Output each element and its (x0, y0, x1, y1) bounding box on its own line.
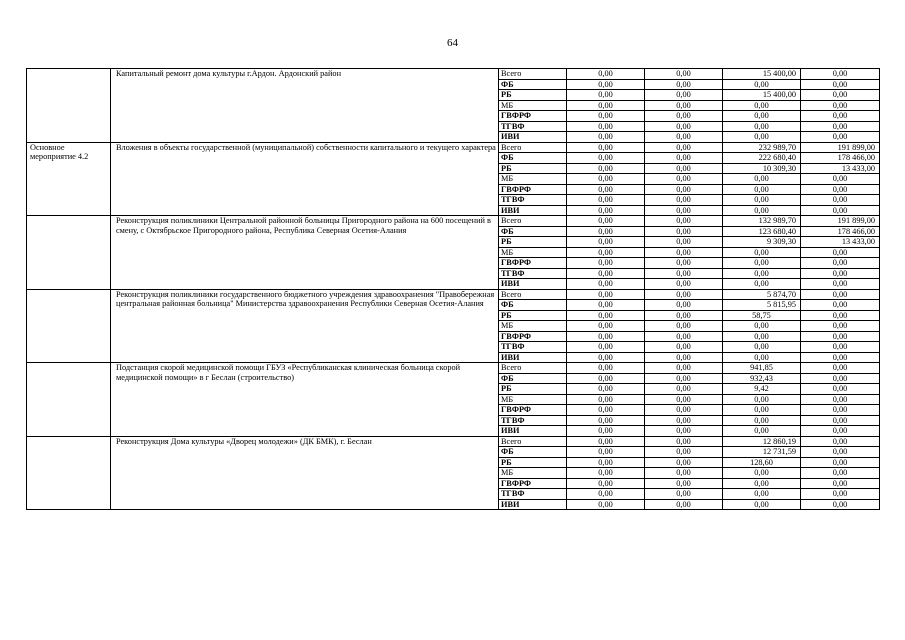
value-cell-4: 178 466,00 (801, 153, 880, 164)
value-cell-3: 15 400,00 (723, 90, 801, 101)
value-cell-1: 0,00 (567, 142, 645, 153)
value-cell-3: 0,00 (723, 195, 801, 206)
value-cell-1: 0,00 (567, 121, 645, 132)
description-cell: Реконструкция Дома культуры «Дворец молодежи» (ДК БМК), г. Беслан (111, 436, 499, 510)
value-cell-3: 0,00 (723, 174, 801, 185)
event-cell (27, 363, 111, 437)
table-row (27, 363, 880, 374)
value-cell-2: 0,00 (645, 457, 723, 468)
value-cell-4: 0,00 (801, 415, 880, 426)
value-cell-3: 0,00 (723, 342, 801, 353)
value-cell-1: 0,00 (567, 405, 645, 416)
value-cell-4: 0,00 (801, 447, 880, 458)
value-cell-4: 0,00 (801, 489, 880, 500)
value-cell-3: 0,00 (723, 205, 801, 216)
value-cell-2: 0,00 (645, 100, 723, 111)
value-cell-2: 0,00 (645, 489, 723, 500)
table-row (27, 289, 880, 300)
value-cell-3: 0,00 (723, 132, 801, 143)
value-cell-3: 0,00 (723, 111, 801, 122)
value-cell-4: 191 899,00 (801, 216, 880, 227)
value-cell-1: 0,00 (567, 342, 645, 353)
value-cell-2: 0,00 (645, 321, 723, 332)
funding-source-cell: Всего (499, 289, 567, 300)
value-cell-3: 0,00 (723, 415, 801, 426)
value-cell-3: 15 400,00 (723, 69, 801, 80)
value-cell-4: 191 899,00 (801, 142, 880, 153)
funding-source-cell: РБ (499, 90, 567, 101)
table-row (27, 69, 880, 80)
value-cell-1: 0,00 (567, 310, 645, 321)
value-cell-4: 0,00 (801, 457, 880, 468)
value-cell-2: 0,00 (645, 237, 723, 248)
value-cell-1: 0,00 (567, 79, 645, 90)
funding-source-cell: ФБ (499, 79, 567, 90)
value-cell-2: 0,00 (645, 405, 723, 416)
value-cell-1: 0,00 (567, 268, 645, 279)
value-cell-4: 0,00 (801, 289, 880, 300)
value-cell-4: 0,00 (801, 384, 880, 395)
value-cell-1: 0,00 (567, 331, 645, 342)
value-cell-3: 0,00 (723, 79, 801, 90)
value-cell-3: 0,00 (723, 468, 801, 479)
value-cell-3: 0,00 (723, 121, 801, 132)
value-cell-4: 0,00 (801, 468, 880, 479)
value-cell-2: 0,00 (645, 499, 723, 510)
value-cell-1: 0,00 (567, 279, 645, 290)
funding-source-cell: МБ (499, 100, 567, 111)
value-cell-1: 0,00 (567, 499, 645, 510)
value-cell-4: 0,00 (801, 205, 880, 216)
value-cell-4: 0,00 (801, 268, 880, 279)
value-cell-4: 0,00 (801, 100, 880, 111)
description-cell: Капитальный ремонт дома культуры г.Ардон. Ардонский район (111, 69, 499, 143)
value-cell-2: 0,00 (645, 90, 723, 101)
funding-source-cell: ИВИ (499, 352, 567, 363)
value-cell-1: 0,00 (567, 258, 645, 269)
value-cell-1: 0,00 (567, 373, 645, 384)
value-cell-4: 0,00 (801, 184, 880, 195)
value-cell-3: 0,00 (723, 321, 801, 332)
value-cell-1: 0,00 (567, 153, 645, 164)
funding-source-cell: ИВИ (499, 426, 567, 437)
value-cell-3: 12 731,59 (723, 447, 801, 458)
value-cell-1: 0,00 (567, 247, 645, 258)
value-cell-1: 0,00 (567, 100, 645, 111)
value-cell-3: 0,00 (723, 100, 801, 111)
value-cell-4: 0,00 (801, 258, 880, 269)
value-cell-4: 0,00 (801, 394, 880, 405)
event-cell (27, 289, 111, 363)
value-cell-3: 12 860,19 (723, 436, 801, 447)
value-cell-2: 0,00 (645, 394, 723, 405)
value-cell-3: 128,60 (723, 457, 801, 468)
value-cell-1: 0,00 (567, 111, 645, 122)
value-cell-4: 0,00 (801, 300, 880, 311)
value-cell-4: 0,00 (801, 79, 880, 90)
funding-source-cell: ТГВФ (499, 489, 567, 500)
value-cell-2: 0,00 (645, 436, 723, 447)
funding-source-cell: ТГВФ (499, 415, 567, 426)
value-cell-2: 0,00 (645, 142, 723, 153)
funding-source-cell: Всего (499, 142, 567, 153)
value-cell-2: 0,00 (645, 111, 723, 122)
table-row (27, 436, 880, 447)
funding-source-cell: ФБ (499, 153, 567, 164)
value-cell-4: 0,00 (801, 363, 880, 374)
value-cell-1: 0,00 (567, 321, 645, 332)
value-cell-1: 0,00 (567, 184, 645, 195)
funding-source-cell: РБ (499, 457, 567, 468)
value-cell-2: 0,00 (645, 184, 723, 195)
funding-source-cell: ГВФРФ (499, 111, 567, 122)
value-cell-2: 0,00 (645, 300, 723, 311)
value-cell-1: 0,00 (567, 289, 645, 300)
value-cell-4: 0,00 (801, 321, 880, 332)
value-cell-3: 0,00 (723, 247, 801, 258)
value-cell-1: 0,00 (567, 216, 645, 227)
value-cell-2: 0,00 (645, 258, 723, 269)
value-cell-2: 0,00 (645, 415, 723, 426)
value-cell-3: 9,42 (723, 384, 801, 395)
value-cell-1: 0,00 (567, 174, 645, 185)
value-cell-2: 0,00 (645, 342, 723, 353)
event-cell (27, 216, 111, 290)
funding-source-cell: МБ (499, 394, 567, 405)
value-cell-1: 0,00 (567, 426, 645, 437)
value-cell-1: 0,00 (567, 132, 645, 143)
value-cell-4: 0,00 (801, 342, 880, 353)
page-number: 64 (447, 37, 458, 49)
value-cell-2: 0,00 (645, 426, 723, 437)
value-cell-4: 0,00 (801, 310, 880, 321)
value-cell-3: 0,00 (723, 184, 801, 195)
value-cell-3: 232 989,70 (723, 142, 801, 153)
value-cell-1: 0,00 (567, 415, 645, 426)
value-cell-3: 132 989,70 (723, 216, 801, 227)
event-cell (27, 69, 111, 143)
value-cell-4: 0,00 (801, 405, 880, 416)
value-cell-4: 0,00 (801, 426, 880, 437)
value-cell-2: 0,00 (645, 478, 723, 489)
funding-source-cell: РБ (499, 384, 567, 395)
value-cell-2: 0,00 (645, 174, 723, 185)
event-cell: Основное мероприятие 4.2 (27, 142, 111, 216)
value-cell-3: 5 815,95 (723, 300, 801, 311)
funding-source-cell: ГВФРФ (499, 184, 567, 195)
value-cell-1: 0,00 (567, 478, 645, 489)
table-row (27, 216, 880, 227)
value-cell-2: 0,00 (645, 195, 723, 206)
value-cell-2: 0,00 (645, 153, 723, 164)
value-cell-2: 0,00 (645, 289, 723, 300)
value-cell-3: 5 874,70 (723, 289, 801, 300)
value-cell-1: 0,00 (567, 394, 645, 405)
value-cell-3: 123 680,40 (723, 226, 801, 237)
value-cell-1: 0,00 (567, 457, 645, 468)
value-cell-2: 0,00 (645, 363, 723, 374)
funding-source-cell: ТГВФ (499, 342, 567, 353)
funding-source-cell: ТГВФ (499, 121, 567, 132)
value-cell-3: 9 309,30 (723, 237, 801, 248)
value-cell-1: 0,00 (567, 436, 645, 447)
value-cell-2: 0,00 (645, 121, 723, 132)
value-cell-3: 0,00 (723, 394, 801, 405)
value-cell-3: 0,00 (723, 352, 801, 363)
value-cell-1: 0,00 (567, 237, 645, 248)
value-cell-1: 0,00 (567, 447, 645, 458)
description-cell: Реконструкция поликлиники Центральной районной больницы Пригородного района на 600 посещений в смену, с Октябрьское Пригородного района, Республика Северная Осетия-Алания (111, 216, 499, 290)
value-cell-2: 0,00 (645, 279, 723, 290)
value-cell-2: 0,00 (645, 373, 723, 384)
budget-table (26, 68, 880, 510)
value-cell-2: 0,00 (645, 69, 723, 80)
description-cell: Реконструкция поликлиники государственного бюджетного учреждения здравоохранения "Правобережная центральная районная больница" Министерства здравоохранения Республики Северная Осетия-Алания (111, 289, 499, 363)
value-cell-1: 0,00 (567, 205, 645, 216)
value-cell-2: 0,00 (645, 352, 723, 363)
funding-source-cell: Всего (499, 216, 567, 227)
value-cell-2: 0,00 (645, 226, 723, 237)
value-cell-2: 0,00 (645, 331, 723, 342)
value-cell-1: 0,00 (567, 69, 645, 80)
description-cell: Подстанция скорой медицинской помощи ГБУЗ «Республиканская клиническая больница скорой медицинской помощи» в г Беслан (строительство) (111, 363, 499, 437)
value-cell-3: 0,00 (723, 279, 801, 290)
value-cell-3: 58,75 (723, 310, 801, 321)
funding-source-cell: МБ (499, 174, 567, 185)
value-cell-1: 0,00 (567, 363, 645, 374)
value-cell-4: 0,00 (801, 352, 880, 363)
value-cell-2: 0,00 (645, 384, 723, 395)
value-cell-3: 0,00 (723, 268, 801, 279)
funding-source-cell: ТГВФ (499, 268, 567, 279)
funding-source-cell: ИВИ (499, 499, 567, 510)
funding-source-cell: РБ (499, 163, 567, 174)
table-row (27, 142, 880, 153)
funding-source-cell: ФБ (499, 447, 567, 458)
table-body (27, 69, 880, 510)
value-cell-3: 10 309,30 (723, 163, 801, 174)
funding-source-cell: ИВИ (499, 279, 567, 290)
value-cell-3: 0,00 (723, 426, 801, 437)
value-cell-3: 932,43 (723, 373, 801, 384)
value-cell-4: 0,00 (801, 478, 880, 489)
funding-source-cell: ФБ (499, 373, 567, 384)
funding-source-cell: Всего (499, 363, 567, 374)
funding-source-cell: Всего (499, 69, 567, 80)
value-cell-4: 0,00 (801, 279, 880, 290)
funding-source-cell: ФБ (499, 226, 567, 237)
funding-source-cell: ГВФРФ (499, 258, 567, 269)
funding-source-cell: ТГВФ (499, 195, 567, 206)
value-cell-2: 0,00 (645, 268, 723, 279)
funding-source-cell: МБ (499, 321, 567, 332)
value-cell-3: 0,00 (723, 489, 801, 500)
value-cell-4: 0,00 (801, 195, 880, 206)
value-cell-2: 0,00 (645, 247, 723, 258)
value-cell-4: 0,00 (801, 90, 880, 101)
value-cell-1: 0,00 (567, 489, 645, 500)
value-cell-4: 0,00 (801, 121, 880, 132)
value-cell-1: 0,00 (567, 195, 645, 206)
value-cell-2: 0,00 (645, 205, 723, 216)
funding-source-cell: РБ (499, 310, 567, 321)
funding-source-cell: ГВФРФ (499, 331, 567, 342)
event-cell (27, 436, 111, 510)
funding-source-cell: МБ (499, 247, 567, 258)
value-cell-3: 0,00 (723, 405, 801, 416)
value-cell-2: 0,00 (645, 468, 723, 479)
value-cell-2: 0,00 (645, 163, 723, 174)
value-cell-4: 13 433,00 (801, 237, 880, 248)
funding-source-cell: ИВИ (499, 132, 567, 143)
value-cell-1: 0,00 (567, 300, 645, 311)
funding-source-cell: ФБ (499, 300, 567, 311)
value-cell-4: 0,00 (801, 132, 880, 143)
value-cell-2: 0,00 (645, 216, 723, 227)
value-cell-2: 0,00 (645, 310, 723, 321)
description-cell: Вложения в объекты государственной (муниципальной) собственности капитального и текущего характера (111, 142, 499, 216)
value-cell-4: 0,00 (801, 436, 880, 447)
value-cell-1: 0,00 (567, 226, 645, 237)
value-cell-2: 0,00 (645, 132, 723, 143)
value-cell-2: 0,00 (645, 447, 723, 458)
value-cell-3: 941,85 (723, 363, 801, 374)
funding-source-cell: Всего (499, 436, 567, 447)
funding-source-cell: РБ (499, 237, 567, 248)
funding-source-cell: ИВИ (499, 205, 567, 216)
value-cell-3: 222 680,40 (723, 153, 801, 164)
value-cell-4: 13 433,00 (801, 163, 880, 174)
value-cell-4: 0,00 (801, 499, 880, 510)
value-cell-4: 0,00 (801, 373, 880, 384)
value-cell-1: 0,00 (567, 352, 645, 363)
value-cell-1: 0,00 (567, 468, 645, 479)
value-cell-1: 0,00 (567, 163, 645, 174)
funding-source-cell: ГВФРФ (499, 405, 567, 416)
value-cell-3: 0,00 (723, 499, 801, 510)
value-cell-2: 0,00 (645, 79, 723, 90)
value-cell-4: 0,00 (801, 331, 880, 342)
value-cell-4: 0,00 (801, 247, 880, 258)
value-cell-1: 0,00 (567, 90, 645, 101)
value-cell-3: 0,00 (723, 258, 801, 269)
funding-source-cell: МБ (499, 468, 567, 479)
value-cell-4: 178 466,00 (801, 226, 880, 237)
value-cell-4: 0,00 (801, 111, 880, 122)
funding-source-cell: ГВФРФ (499, 478, 567, 489)
value-cell-3: 0,00 (723, 478, 801, 489)
value-cell-1: 0,00 (567, 384, 645, 395)
value-cell-4: 0,00 (801, 174, 880, 185)
value-cell-4: 0,00 (801, 69, 880, 80)
value-cell-3: 0,00 (723, 331, 801, 342)
